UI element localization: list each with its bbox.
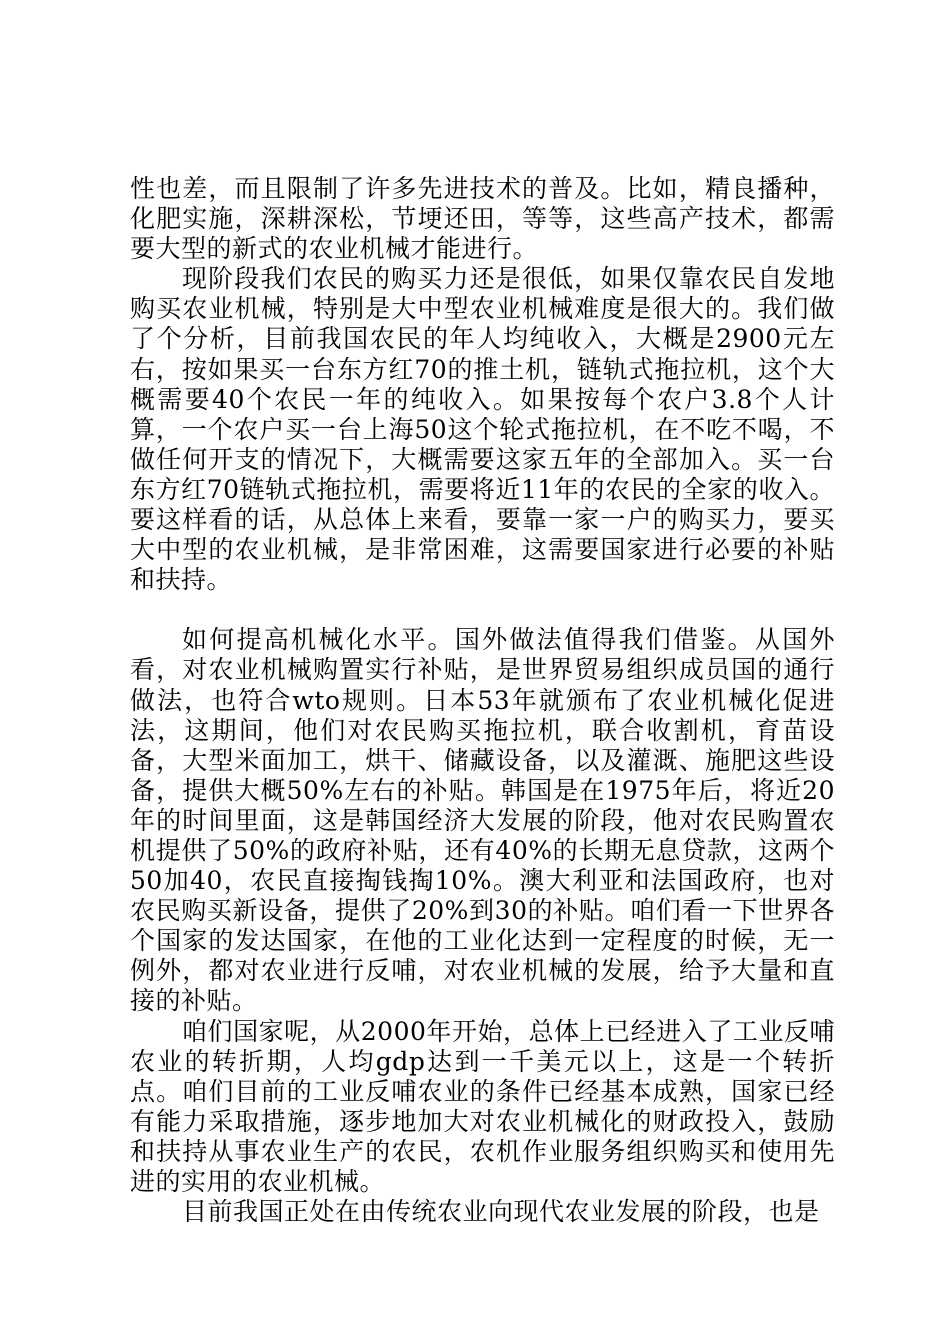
paragraph-continuation: 性也差，而且限制了许多先进技术的普及。比如，精良播种，化肥实施，深耕深松，节埂还田，等等，这些高产技术，都需要大型的新式的农业机械才能进行。 <box>130 174 835 264</box>
document-page <box>130 174 835 1227</box>
paragraph-purchasing-power: 现阶段我们农民的购买力还是很低，如果仅靠农民自发地购买农业机械，特别是大中型农业机械难度是很大的。我们做了个分析，目前我国农民的年人均纯收入，大概是2900元左右，按如果买一台东方红70的推土机，链轨式拖拉机，这个大概需要40个农民一年的纯收入。如果按每个农户3.8个人计算，一个农户买一台上海50这个轮式拖拉机，在不吃不喝，不做任何开支的情况下，大概需要这家五年的全部加入。买一台东方红70链轨式拖拉机，需要将近11年的农民的全家的收入。要这样看的话，从总体上来看，要靠一家一户的购买力，要买大中型的农业机械，是非常困难，这需要国家进行必要的补贴和扶持。 <box>130 264 835 595</box>
paragraph-gap <box>130 595 835 625</box>
paragraph-foreign-experience: 如何提高机械化水平。国外做法值得我们借鉴。从国外看，对农业机械购置实行补贴，是世界贸易组织成员国的通行做法，也符合wto规则。日本53年就颁布了农业机械化促进法，这期间，他们对农民购买拖拉机，联合收割机，育苗设备，大型米面加工，烘干、储藏设备，以及灌溉、施肥这些设备，提供大概50%左右的补贴。韩国是在1975年后，将近20年的时间里面，这是韩国经济大发展的阶段，他对农民购置农机提供了50%的政府补贴，还有40%的长期无息贷款，这两个50加40，农民直接掏钱掏10%。澳大利亚和法国政府，也对农民购买新设备，提供了20%到30的补贴。咱们看一下世界各个国家的发达国家，在他的工业化达到一定程度的时候，无一例外，都对农业进行反哺，对农业机械的发展，给予大量和直接的补贴。 <box>130 625 835 1016</box>
paragraph-current-stage: 目前我国正处在由传统农业向现代农业发展的阶段，也是 <box>182 1197 820 1227</box>
paragraph-domestic-policy: 咱们国家呢，从2000年开始，总体上已经进入了工业反哺农业的转折期，人均gdp达到一千美元以上，这是一个转折点。咱们目前的工业反哺农业的条件已经基本成熟，国家已经有能力采取措施，逐步地加大对农业机械化的财政投入，鼓励和扶持从事农业生产的农民，农机作业服务组织购买和使用先进的实用的农业机械。 <box>130 1016 835 1196</box>
